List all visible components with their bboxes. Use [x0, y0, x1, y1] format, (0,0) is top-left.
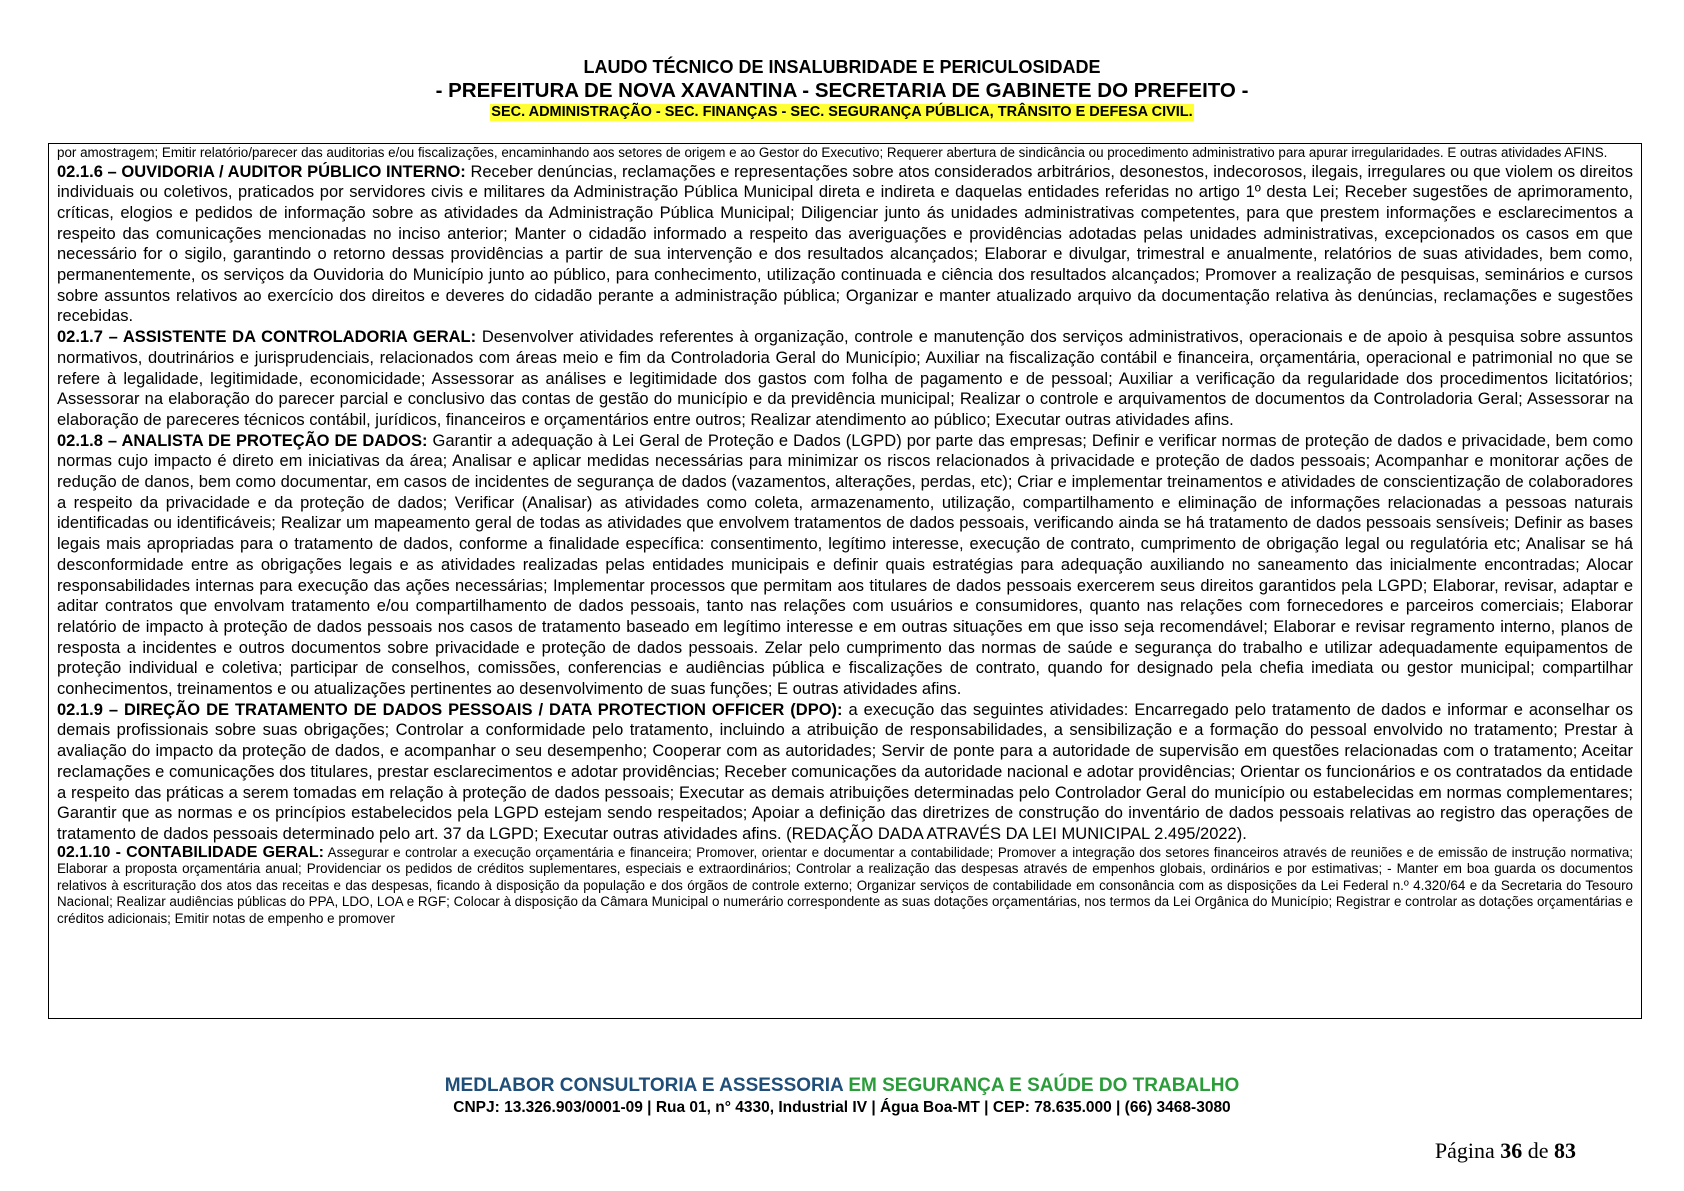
- section-title: 02.1.9 – DIREÇÃO DE TRATAMENTO DE DADOS PESSOAIS / DATA PROTECTION OFFICER (DPO):: [57, 700, 843, 719]
- section-text: Desenvolver atividades referentes à organização, controle e manutenção dos serviços administrativos, operacionais e de apoio à pesquisa sobre assuntos normativos, doutrinários e jurisprudenciais, relacionados com áreas meio e fim da Controladoria Geral do Município; Auxiliar na fiscalização contábil e financeira, orçamentária, operacional e patrimonial no que se refere à legalidade, legitimidade, economicidade; Assessorar as análises e legitimidade dos gastos com folha de pagamento e de pessoal; Auxiliar a verificação da regularidade dos procedimentos licitatórios; Assessorar na elaboração do parecer parcial e conclusivo das contas de gestão do município e da previdência municipal; Realizar o controle e arquivamentos de documentos da Controladoria Geral; Assessorar na elaboração de pareceres técnicos contábil, jurídicos, financeiros e orçamentários entre outros; Realizar atendimento ao público; Executar outras atividades afins.: [57, 328, 1633, 429]
- document-header: [0, 56, 1684, 121]
- report-subtitle: - PREFEITURA DE NOVA XAVANTINA - SECRETARIA DE GABINETE DO PREFEITO -: [435, 79, 1249, 102]
- section-02-1-9: [57, 700, 1633, 845]
- content-box: [48, 143, 1642, 1019]
- section-title: 02.1.8 – ANALISTA DE PROTEÇÃO DE DADOS:: [57, 431, 428, 450]
- current-page: 36: [1500, 1138, 1523, 1163]
- page-number: [1435, 1138, 1576, 1164]
- document-footer: [0, 1074, 1684, 1118]
- report-title: LAUDO TÉCNICO DE INSALUBRIDADE E PERICULOSIDADE: [583, 57, 1101, 77]
- section-text: Garantir a adequação à Lei Geral de Proteção e Dados (LGPD) por parte das empresas; Definir e verificar normas de proteção de dados e privacidade, bem como normas cujo impacto é direto em iniciativas da área; Analisar e aplicar medidas necessárias para minimizar os riscos relacionados à privacidade e proteção de dados pessoais; Acompanhar e monitorar ações de redução de danos, bem como documentar, em casos de incidentes de segurança de dados (vazamentos, alterações, perdas, etc); Criar e implementar treinamentos e atividades de conscientização de colaboradores a respeito da privacidade e da proteção de dados; Verificar (Analisar) as atividades como coleta, armazenamento, utilização, compartilhamento e eliminação de informações relacionadas a pessoas naturais identificadas ou identificáveis; Realizar um mapeamento geral de todas as atividades que envolvem tratamentos de dados pessoais, verificando ainda se há tratamento de dados pessoais sensíveis; Definir as bases legais mais apropriadas para o tratamento de dados, conforme a finalidade específica: consentimento, legítimo interesse, execução de contrato, cumprimento de obrigação legal ou regulatória etc; Analisar se há desconformidade entre as obrigações legais e as atividades realizadas pelas entidades municipais e definir quais estratégias para adequação auxiliando no saneamento das inicialmente encontradas; Alocar responsabilidades internas para execução das ações necessárias; Implementar processos que permitam aos titulares de dados pessoais exercerem seus direitos garantidos pela LGPD; Elaborar, revisar, adaptar e aditar contratos que envolvam tratamento e/ou compartilhamento de dados pessoais, tanto nas relações com usuários e consumidores, quanto nas relações com fornecedores e parceiros comerciais; Elaborar relatório de impacto à proteção de dados pessoais nos casos de tratamento baseado em legítimo interesse e em outras situações em que isso seja recomendável; Elaborar e revisar regramento interno, planos de resposta a incidentes e outros documentos sobre privacidade e proteção de dados pessoais. Zelar pelo cumprimento das normas de saúde e segurança do trabalho e utilizar adequadamente equipamentos de proteção individual e coletiva; participar de conselhos, comissões, conferencias e audiências pública e fiscalizações de contrato, quando for designado pela chefia imediata ou gestor municipal; compartilhar conhecimentos, treinamentos e ou atualizações pertinentes ao desenvolvimento de suas funções; E outras atividades afins.: [57, 431, 1633, 699]
- total-pages: 83: [1554, 1138, 1576, 1163]
- section-text: Receber denúncias, reclamações e representações sobre atos considerados arbitrários, desonestos, indecorosos, ilegais, irregulares ou que violem os direitos individuais ou coletivos, praticados por servidores civis e militares da Administração Pública Municipal direta e indireta e daquelas entidades referidas no artigo 1º desta Lei; Receber sugestões de aprimoramento, críticas, elogios e pedidos de informação sobre as atividades da Administração Pública Municipal; Diligenciar junto ás unidades administrativas competentes, para que prestem informações e esclarecimentos a respeito das comunicações mencionadas no inciso anterior; Manter o cidadão informado a respeito das averiguações e providências adotadas pelas unidades administrativas, excepcionados os casos em que necessário for o sigilo, garantindo o retorno dessas providências a partir de sua intervenção e dos resultados alcançados; Elaborar e divulgar, trimestral e anualmente, relatórios de suas atividades, bem como, permanentemente, os serviços da Ouvidoria do Município junto ao público, para conhecimento, utilização continuada e ciência dos resultados alcançados; Promover a realização de pesquisas, seminários e cursos sobre assuntos relativos ao exercício dos direitos e deveres do cidadão perante a administração pública; Organizar e manter atualizado arquivo da documentação relativa às denúncias, reclamações e sugestões recebidas.: [57, 162, 1633, 326]
- intro-paragraph: por amostragem; Emitir relatório/parecer das auditorias e/ou fiscalizações, encaminhando aos setores de origem e ao Gestor do Executivo; Requerer abertura de sindicância ou procedimento administrativo para apurar irregularidades. E outras atividades AFINS.: [57, 145, 1608, 160]
- highlighted-departments: SEC. ADMINISTRAÇÃO - SEC. FINANÇAS - SEC. SEGURANÇA PÚBLICA, TRÂNSITO E DEFESA CIVIL.: [491, 104, 1193, 120]
- company-contact: CNPJ: 13.326.903/0001-09 | Rua 01, n° 4330, Industrial IV | Água Boa-MT | CEP: 78.635.000 | (66) 3468-3080: [453, 1099, 1231, 1116]
- company-name-blue: MEDLABOR CONSULTORIA E ASSESSORIA: [444, 1075, 844, 1096]
- page-separator: de: [1522, 1138, 1554, 1163]
- company-name-green: EM SEGURANÇA E SAÚDE DO TRABALHO: [843, 1075, 1240, 1096]
- section-title: 02.1.7 – ASSISTENTE DA CONTROLADORIA GERAL:: [57, 328, 477, 347]
- section-02-1-10: [57, 845, 1633, 928]
- section-title: 02.1.10 - CONTABILIDADE GERAL:: [57, 843, 324, 861]
- page-prefix: Página: [1434, 1138, 1501, 1163]
- section-02-1-6: [57, 162, 1633, 328]
- company-name: [0, 1074, 1684, 1098]
- section-title: 02.1.6 – OUVIDORIA / AUDITOR PÚBLICO INTERNO:: [57, 162, 466, 181]
- section-02-1-7: [57, 327, 1633, 431]
- section-text: Assegurar e controlar a execução orçamentária e financeira; Promover, orientar e documentar a contabilidade; Promover a integração dos setores financeiros através de reuniões e de emissão de instrução normativa; Elaborar a proposta orçamentária anual; Providenciar os pedidos de créditos suplementares, especiais e extraordinários; Controlar a realização das despesas através de empenhos globais, ordinários e por estimativas; - Manter em boa guarda os documentos relativos à escrituração dos atos das receitas e das despesas, ficando à disposição da população e dos órgãos de controle externo; Organizar serviços de contabilidade em consonância com as disposições da Lei Federal n.º 4.320/64 e da Secretaria do Tesouro Nacional; Realizar audiências públicas do PPA, LDO, LOA e RGF; Colocar à disposição da Câmara Municipal o numerário correspondente as suas dotações orçamentárias, nos termos da Lei Orgânica do Município; Registrar e controlar as dotações orçamentárias e créditos adicionais; Emitir notas de empenho e promover: [57, 844, 1633, 926]
- section-text: a execução das seguintes atividades: Encarregado pelo tratamento de dados e informar e aconselhar os demais profissionais sobre suas obrigações; Controlar a conformidade pelo tratamento, incluindo a atribuição de responsabilidades, a sensibilização e a formação do pessoal envolvido no tratamento; Prestar à avaliação do impacto da proteção de dados, e acompanhar o seu desempenho; Cooperar com as autoridades; Servir de ponte para a autoridade de supervisão em questões relacionadas com o tratamento; Aceitar reclamações e comunicações dos titulares, prestar esclarecimentos e adotar providências; Receber comunicações da autoridade nacional e adotar providências; Orientar os funcionários e os contratados da entidade a respeito das práticas a serem tomadas em relação à proteção de dados pessoais; Executar as demais atribuições determinadas pelo Controlador Geral do município ou estabelecidas em normas complementares; Garantir que as normas e os princípios estabelecidos pela LGPD estejam sendo respeitados; Apoiar a definição das diretrizes de construção do inventário de dados pessoais relativas ao registro das operações de tratamento de dados pessoais determinado pelo art. 37 da LGPD; Executar outras atividades afins. (REDAÇÃO DADA ATRAVÉS DA LEI MUNICIPAL 2.495/2022).: [57, 700, 1633, 843]
- section-02-1-8: [57, 431, 1633, 700]
